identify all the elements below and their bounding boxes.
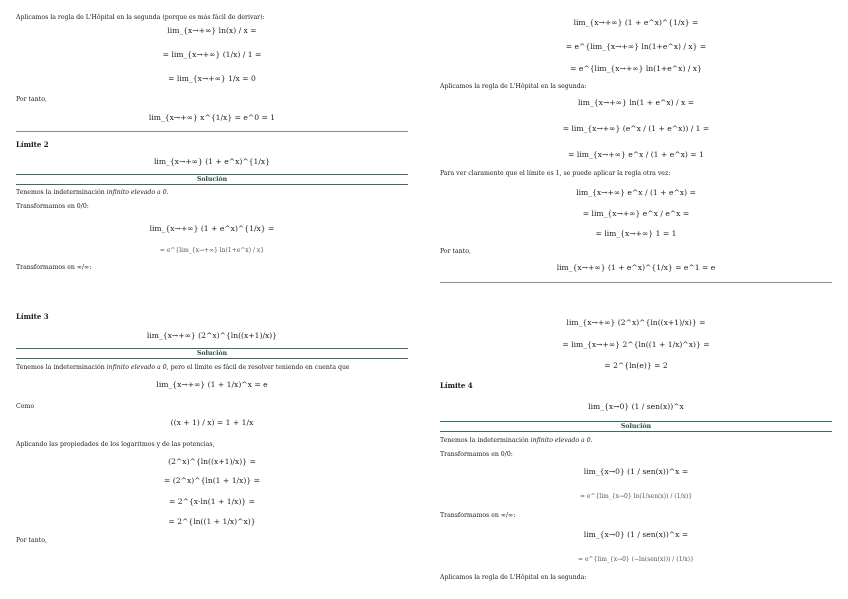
equation: = lim_{x→+∞} (e^x / (1 + e^x)) / 1 = xyxy=(562,124,710,133)
text-segment: , pero el límite es fácil de resolver teniendo en cuenta que xyxy=(166,364,350,371)
equation: lim_{x→+∞} ln(1 + e^x) / x = xyxy=(577,98,695,107)
paragraph-como: Como xyxy=(16,403,35,410)
text-segment: Tenemos la indeterminación xyxy=(16,364,107,371)
paragraph-transformamos-00: Transformamos en 0/0: xyxy=(440,451,513,458)
equation: = (2^x)^{ln(1 + 1/x)} = xyxy=(164,476,260,485)
equation: ((x + 1) / x) = 1 + 1/x xyxy=(170,418,254,427)
equation: = 2^{x·ln(1 + 1/x)} = xyxy=(168,497,256,506)
equation: lim_{x→+∞} e^x / (1 + e^x) = xyxy=(576,188,696,197)
paragraph-lhopital-intro: Aplicamos la regla de L'Hôpital en la segunda (porque es más fácil de derivar): xyxy=(16,14,265,21)
paragraph-por-tanto: Por tanto, xyxy=(16,537,47,544)
equation-limite-3: lim_{x→+∞} (2^x)^{ln((x+1)/x)} xyxy=(146,331,278,340)
paragraph-por-tanto: Por tanto, xyxy=(440,248,471,255)
solution-divider xyxy=(16,358,408,359)
solution-divider xyxy=(16,184,408,185)
paragraph-lhopital-segunda: Aplicamos la regla de L'Hôpital en la segunda: xyxy=(440,83,587,90)
equation: = lim_{x→+∞} 1 = 1 xyxy=(595,229,677,238)
equation: lim_{x→+∞} (1 + 1/x)^x = e xyxy=(156,380,268,389)
equation: lim_{x→+∞} x^{1/x} = e^0 = 1 xyxy=(148,113,276,122)
text-segment: Tenemos la indeterminación xyxy=(440,437,531,444)
solution-label: Solución xyxy=(196,176,228,183)
text-emphasis: infinito elevado a 0 xyxy=(106,189,167,196)
solution-label: Solución xyxy=(620,423,652,430)
paragraph-transformamos-00: Transformamos en 0/0: xyxy=(16,203,89,210)
equation-limite-4: lim_{x→0} (1 / sen(x))^x xyxy=(588,402,684,411)
equation: = e^{lim_{x→+∞} ln(1+e^x) / x} xyxy=(159,247,265,254)
section-title-limite-2: Límite 2 xyxy=(16,140,49,149)
equation: lim_{x→0} (1 / sen(x))^x = xyxy=(583,467,689,476)
equation: lim_{x→+∞} (1 + e^x)^{1/x} = xyxy=(573,18,699,27)
section-divider xyxy=(16,131,408,132)
text-emphasis: infinito elevado a 0 xyxy=(530,437,591,444)
solution-label: Solución xyxy=(196,350,228,357)
paragraph-transformamos-inf: Transformamos en ∞/∞: xyxy=(440,512,516,519)
equation: lim_{x→+∞} (2^x)^{ln((x+1)/x)} = xyxy=(566,318,706,327)
text-segment: Tenemos la indeterminación xyxy=(16,189,107,196)
solution-divider xyxy=(440,421,832,422)
equation: lim_{x→+∞} (1 + e^x)^{1/x} = xyxy=(149,224,275,233)
text-emphasis: infinito elevado a 0 xyxy=(106,364,167,371)
paragraph-transformamos-inf: Transformamos en ∞/∞: xyxy=(16,264,92,271)
equation: = lim_{x→+∞} (1/x) / 1 = xyxy=(162,50,262,59)
equation: lim_{x→+∞} (1 + e^x)^{1/x} = e^1 = e xyxy=(556,263,716,272)
equation: = lim_{x→+∞} e^x / (1 + e^x) = 1 xyxy=(568,150,704,159)
equation: lim_{x→+∞} ln(x) / x = xyxy=(167,26,257,35)
right-column xyxy=(440,0,832,599)
section-divider xyxy=(440,282,832,283)
paragraph-lhopital-segunda: Aplicamos la regla de L'Hôpital en la segunda: xyxy=(440,574,587,581)
equation: = 2^{ln((1 + 1/x)^x)} xyxy=(168,517,256,526)
equation: = lim_{x→+∞} 2^{ln((1 + 1/x)^x)} = xyxy=(562,340,710,349)
equation: = e^{lim_{x→+∞} ln(1+e^x) / x} xyxy=(570,64,702,73)
paragraph-para-ver: Para ver claramente que el límite es 1, se puede aplicar la regla otra vez: xyxy=(440,170,671,177)
equation: (2^x)^{ln((x+1)/x)} = xyxy=(168,457,256,466)
text-segment: . xyxy=(590,437,593,444)
text-segment: . xyxy=(166,189,169,196)
paragraph-indeterminacion xyxy=(16,189,169,197)
solution-divider xyxy=(440,431,832,432)
equation: = e^{lim_{x→0} (−ln(sen(x))) / (1/x)} xyxy=(578,556,694,563)
equation: = e^{lim_{x→+∞} ln(1+e^x) / x} = xyxy=(565,42,707,51)
equation: = 2^{ln(e)} = 2 xyxy=(604,361,668,370)
equation: = lim_{x→+∞} e^x / e^x = xyxy=(582,209,690,218)
paragraph-indeterminacion-4 xyxy=(440,437,593,445)
solution-divider xyxy=(16,348,408,349)
paragraph-indeterminacion-3 xyxy=(16,364,350,372)
section-title-limite-3: Límite 3 xyxy=(16,312,49,321)
equation: = e^{lim_{x→0} ln(1/sen(x)) / (1/x)} xyxy=(579,493,693,500)
paragraph-por-tanto: Por tanto, xyxy=(16,96,47,103)
equation: lim_{x→0} (1 / sen(x))^x = xyxy=(583,530,689,539)
equation: = lim_{x→+∞} 1/x = 0 xyxy=(168,74,256,83)
equation-limite-2: lim_{x→+∞} (1 + e^x)^{1/x} xyxy=(153,157,271,166)
paragraph-propiedades: Aplicando las propiedades de los logaritmos y de las potencias, xyxy=(16,441,215,448)
left-column xyxy=(16,0,408,599)
solution-divider xyxy=(16,174,408,175)
section-title-limite-4: Límite 4 xyxy=(440,381,473,390)
